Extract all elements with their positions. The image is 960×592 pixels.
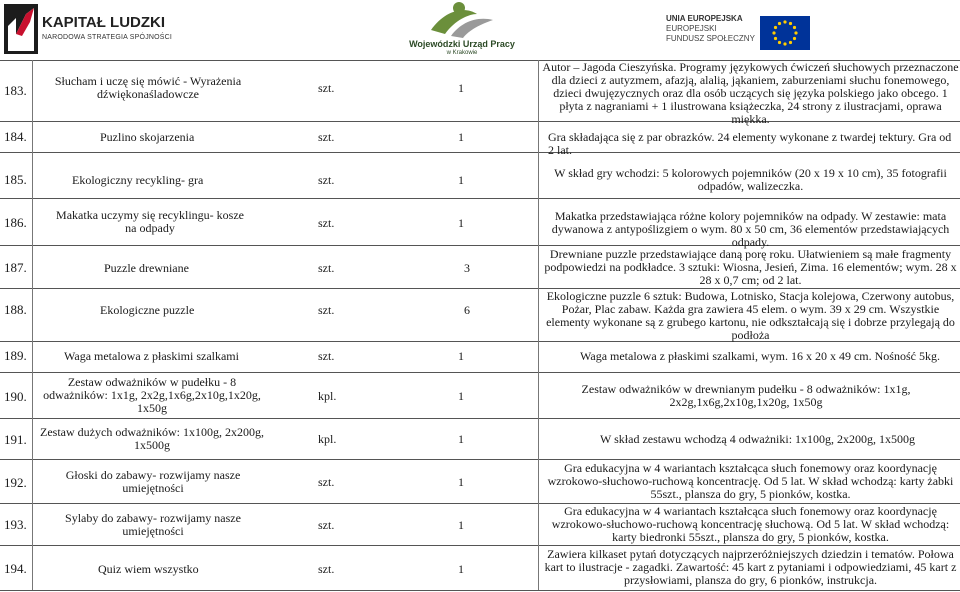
item-name: Zestaw odważników w pudełku - 8 odważników: 1x1g, 2x2g,1x6g,2x10g,1x20g, 1x50g xyxy=(43,375,261,415)
unit: szt. xyxy=(318,81,335,95)
quantity: 1 xyxy=(458,216,464,230)
item-name: Ekologiczne puzzle xyxy=(100,303,195,317)
quantity: 1 xyxy=(458,173,464,187)
kapital-ludzki-emblem-icon xyxy=(4,4,38,54)
item-description: Zestaw odważników w drewnianym pudełku - 8 odważników: 1x1g, 2x2g,1x6g,2x10g,1x20g, 1x50g xyxy=(581,382,911,409)
item-description: Gra edukacyjna w 4 wariantach kształcąca słuch fonemowy oraz koordynację wzrokowo-słuchowo-ruchową koncentrację. Od 5 lat. W skład wchodzą: karty żabki 55szt., plansza do gry, 5 pionków, kostka. xyxy=(547,461,954,501)
unit: szt. xyxy=(318,173,335,187)
wup-subtitle: w Krakowie xyxy=(446,50,478,56)
row-number: 190. xyxy=(4,389,27,404)
eu-text xyxy=(666,14,755,44)
row-number: 189. xyxy=(4,348,27,363)
item-description: Makatka przedstawiająca różne kolory pojemników na odpady. W zestawie: mata dywanowa z antypoślizgiem o wym. 80 x 50 cm, 36 elementów przedstawiających odpady. xyxy=(551,209,950,249)
quantity: 6 xyxy=(464,303,470,317)
item-name: Waga metalowa z płaskimi szalkami xyxy=(64,349,239,363)
eu-logo xyxy=(666,14,786,58)
item-description: W skład gry wchodzi: 5 kolorowych pojemników (20 x 19 x 10 cm), 35 fotografii odpadów, walizeczka. xyxy=(554,166,947,193)
row-divider xyxy=(0,590,960,591)
row-number: 187. xyxy=(4,260,27,275)
row-number: 185. xyxy=(4,172,27,187)
item-name: Słucham i uczę się mówić - Wyrażenia dźwiękonaśladowcze xyxy=(54,74,242,101)
row-number: 184. xyxy=(4,129,27,144)
kapital-ludzki-logo xyxy=(4,4,174,54)
item-description: Gra edukacyjna w 4 wariantach kształcąca słuch fonemowy oraz koordynację wzrokowo-słuchowo-ruchową koncentrację słuchową. Od 5 lat. W skład wchodzą: karty biedronki 55szt., plansza do gry, 5 pionków, kostka. xyxy=(551,504,950,544)
unit: szt. xyxy=(318,216,335,230)
item-name: Puzzle drewniane xyxy=(104,261,189,275)
row-number: 186. xyxy=(4,215,27,230)
row-divider xyxy=(0,198,960,199)
item-description: Waga metalowa z płaskimi szalkami, wym. 16 x 20 x 49 cm. Nośność 5kg. xyxy=(580,349,940,363)
item-name: Ekologiczny recykling- gra xyxy=(72,173,204,187)
quantity: 1 xyxy=(458,432,464,446)
row-divider xyxy=(0,459,960,460)
kapital-ludzki-title: KAPITAŁ LUDZKI xyxy=(42,14,166,31)
wup-logo xyxy=(400,0,524,62)
item-name: Sylaby do zabawy- rozwijamy nasze umiejętności xyxy=(65,511,241,538)
unit: kpl. xyxy=(318,389,337,403)
unit: szt. xyxy=(318,349,335,363)
column-divider xyxy=(32,60,33,590)
unit: szt. xyxy=(318,475,335,489)
item-description: Autor – Jagoda Cieszyńska. Programy językowych ćwiczeń słuchowych przeznaczone dla dzieci z autyzmem, afazją, alalią, jąkaniem, zaburzeniami słuchu fonemowego, dzieci dwujęzycznych oraz dla osób uczących się języka polskiego jako obcego. 1 płyta z nagraniami + 1 ilustrowana książeczka, 24 strony z ilustracjami, oprawa miękka. xyxy=(542,60,959,126)
row-divider xyxy=(0,545,960,546)
row-number: 188. xyxy=(4,302,27,317)
quantity: 1 xyxy=(458,389,464,403)
unit: kpl. xyxy=(318,432,337,446)
row-divider xyxy=(0,418,960,419)
quantity: 3 xyxy=(464,261,470,275)
row-number: 193. xyxy=(4,517,27,532)
row-number: 183. xyxy=(4,83,27,98)
unit: szt. xyxy=(318,130,335,144)
quantity: 1 xyxy=(458,349,464,363)
quantity: 1 xyxy=(458,130,464,144)
item-name: Zestaw dużych odważników: 1x100g, 2x200g, 1x500g xyxy=(40,425,264,452)
item-description: Gra składająca się z par obrazków. 24 elementy wykonane z twardej tektury. Gra od 2 lat. xyxy=(548,130,952,157)
wup-emblem-icon xyxy=(425,0,499,40)
eu-flag-icon xyxy=(760,16,810,50)
quantity: 1 xyxy=(458,475,464,489)
item-description: Zawiera kilkaset pytań dotyczących najprzeróżniejszych dziedzin i tematów. Połowa kart to ilustracje - zagadki. Zawartość: 45 kart z pytaniami i odpowiedziami, 45 kart z przysłowiami, plansza do gry, 6 pionków, instrukcja. xyxy=(544,547,957,587)
item-name: Puzlino skojarzenia xyxy=(100,130,195,144)
item-name: Quiz wiem wszystko xyxy=(98,562,199,576)
unit: szt. xyxy=(318,518,335,532)
eu-line-3: FUNDUSZ SPOŁECZNY xyxy=(666,34,755,43)
item-description: Ekologiczne puzzle 6 sztuk: Budowa, Lotnisko, Stacja kolejowa, Czerwony autobus, Pożar, Plac zabaw. Każda gra zawiera 45 elem. o wym. 39 x 29 cm. Wszystkie elementy wykonane są z grubego kartonu, nie odkształcają się i dobrze przylegają do podłoża xyxy=(546,289,955,342)
quantity: 1 xyxy=(458,562,464,576)
unit: szt. xyxy=(318,261,335,275)
item-name: Makatka uczymy się recyklingu- kosze na odpady xyxy=(56,208,244,235)
wup-title: Wojewódzki Urząd Pracy xyxy=(409,39,515,49)
column-divider xyxy=(538,60,539,590)
unit: szt. xyxy=(318,562,335,576)
quantity: 1 xyxy=(458,518,464,532)
quantity: 1 xyxy=(458,81,464,95)
row-number: 194. xyxy=(4,561,27,576)
item-description: W skład zestawu wchodzą 4 odważniki: 1x100g, 2x200g, 1x500g xyxy=(600,432,916,446)
item-name: Głoski do zabawy- rozwijamy nasze umiejętności xyxy=(65,468,241,495)
row-number: 191. xyxy=(4,432,27,447)
item-description: Drewniane puzzle przedstawiające daną porę roku. Ułatwieniem są małe fragmenty podpowiedzi na podkładce. 3 sztuki: Wiosna, Jesień, Zima. 16 elementów; wym. 28 x 28 x 0,7 cm; od 2 lat. xyxy=(544,247,957,287)
unit: szt. xyxy=(318,303,335,317)
kapital-ludzki-subtitle: NARODOWA STRATEGIA SPÓJNOŚCI xyxy=(42,34,173,41)
page-header xyxy=(0,0,960,60)
eu-line-2: EUROPEJSKI xyxy=(666,24,717,33)
row-divider xyxy=(0,372,960,373)
row-number: 192. xyxy=(4,475,27,490)
eu-line-1: UNIA EUROPEJSKA xyxy=(666,14,743,23)
